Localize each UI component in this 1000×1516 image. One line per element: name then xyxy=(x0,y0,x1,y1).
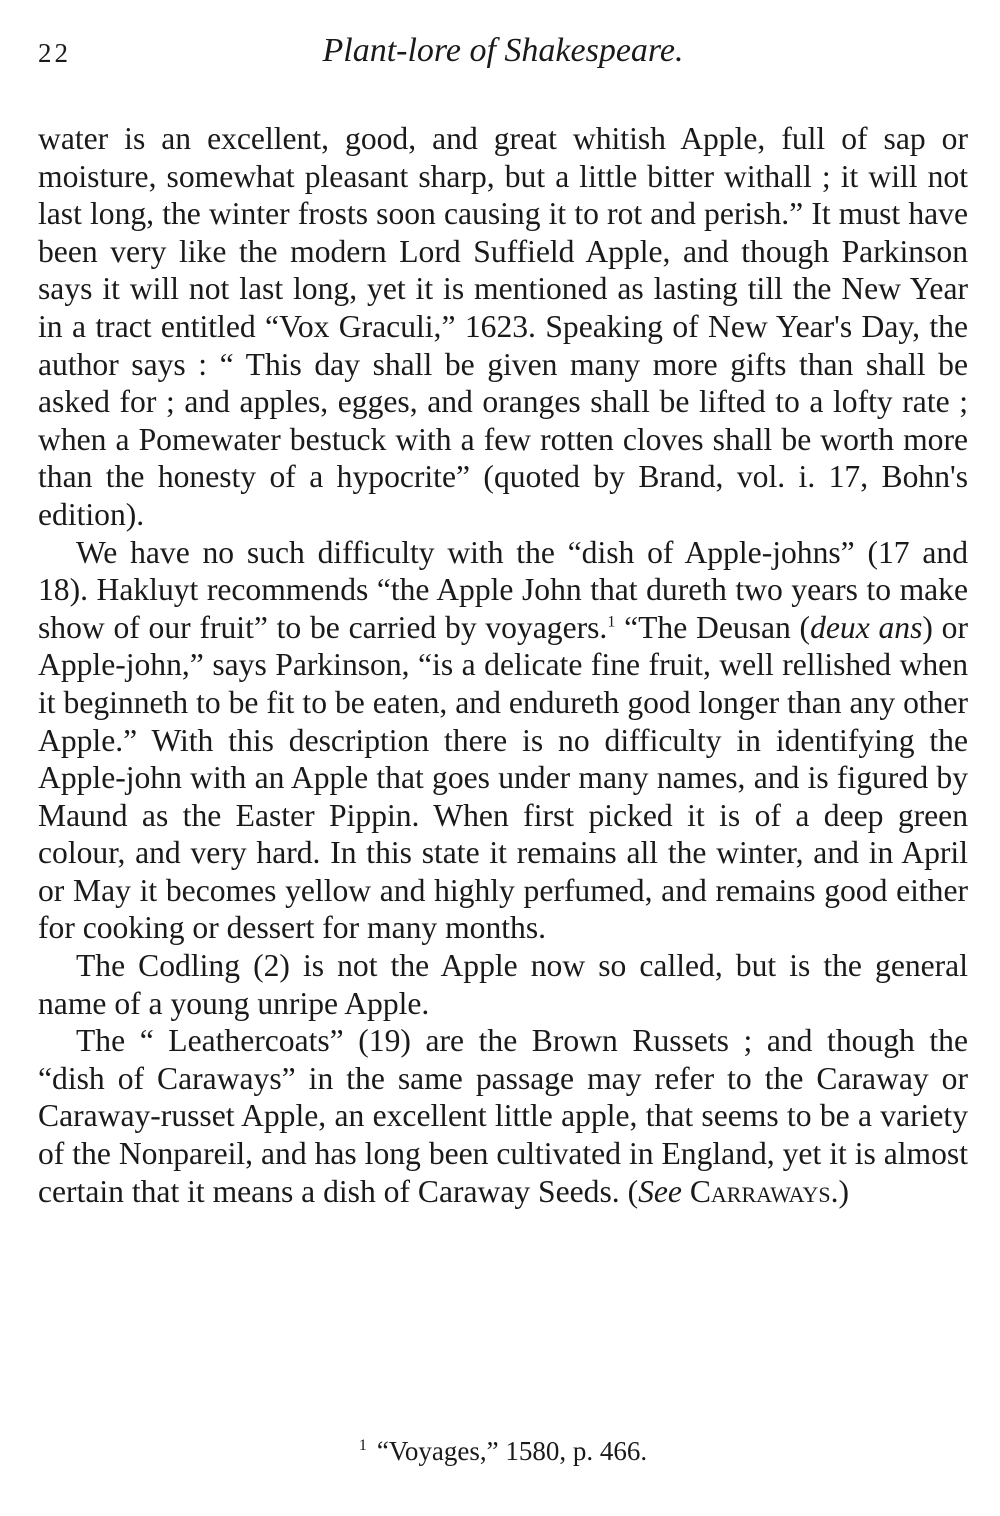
paragraph-apple-johns-text: We have no such difficulty with the “dish of Apple-johns” (17 and 18). Hakluyt recommends “the Apple John that dureth two years to make show of our fruit” to be carried by voyagers. xyxy=(38,534,968,645)
cross-reference-open: ( xyxy=(619,1173,639,1209)
paragraph-leathercoats xyxy=(38,1022,968,1210)
paragraph-continued: water is an excellent, good, and great whitish Apple, full of sap or moisture, somewhat pleasant sharp, but a little bitter withall ; it will not last long, the winter frosts soon causing it to rot and perish.” It must have been very like the modern Lord Suffield Apple, and though Parkinson says it will not last long, yet it is mentioned as lasting till the New Year in a tract entitled “Vox Graculi,” 1623. Speaking of New Year's Day, the author says : “ This day shall be given many more gifts than shall be asked for ; and apples, egges, and oranges shall be lifted to a lofty rate ; when a Pomewater bestuck with a few rotten cloves shall be worth more than the honesty of a hypocrite” (quoted by Brand, vol. i. 17, Bohn's edition). xyxy=(38,121,968,532)
parkinson-quote-rest: ) or Apple-john,” says Parkinson, “is a delicate fine fruit, well rellished when it beginneth to be fit to be eaten, and endureth good longer than any other Apple.” With this description there is no difficulty in identifying the Apple-john with an Apple that goes under many names, and is figured by Maund as the Easter Pippin. When first picked it is of a deep green colour, and very hard. In this state it remains all the winter, and in April or May it becomes yellow and highly perfumed, and remains good either for cooking or dessert for many months. xyxy=(38,609,968,946)
paragraph-codling: The Codling (2) is not the Apple now so called, but is the general name of a young unripe Apple. xyxy=(38,948,968,1021)
body-text xyxy=(38,120,968,1210)
cross-reference-target: Carraways. xyxy=(689,1173,839,1209)
see-italic: See xyxy=(638,1173,682,1209)
footnote-text: “Voyages,” 1580, p. 466. xyxy=(376,1436,648,1466)
book-page xyxy=(38,24,968,1466)
footnote-reference: 1 xyxy=(607,613,616,631)
cross-reference-close: ) xyxy=(838,1173,850,1209)
page-number: 22 xyxy=(38,38,71,68)
deux-ans-italic: deux ans xyxy=(810,609,923,645)
parkinson-quote-lead: “The Deusan ( xyxy=(615,609,811,645)
page-header xyxy=(38,24,968,76)
paragraph-leathercoats-text: The “ Leathercoats” (19) are the Brown Russets ; and though the “dish of Caraways” in the same passage may refer to the Caraway or Caraway-russet Apple, an excellent little apple, that seems to be a variety of the Nonpareil, and has long been cultivated in England, yet it is almost certain that it means a dish of Caraway Seeds. xyxy=(38,1023,968,1209)
footnote xyxy=(38,1436,968,1467)
paragraph-apple-johns xyxy=(38,534,968,948)
running-title: Plant-lore of Shakespeare. xyxy=(322,32,684,69)
footnote-mark: 1 xyxy=(358,1437,367,1454)
